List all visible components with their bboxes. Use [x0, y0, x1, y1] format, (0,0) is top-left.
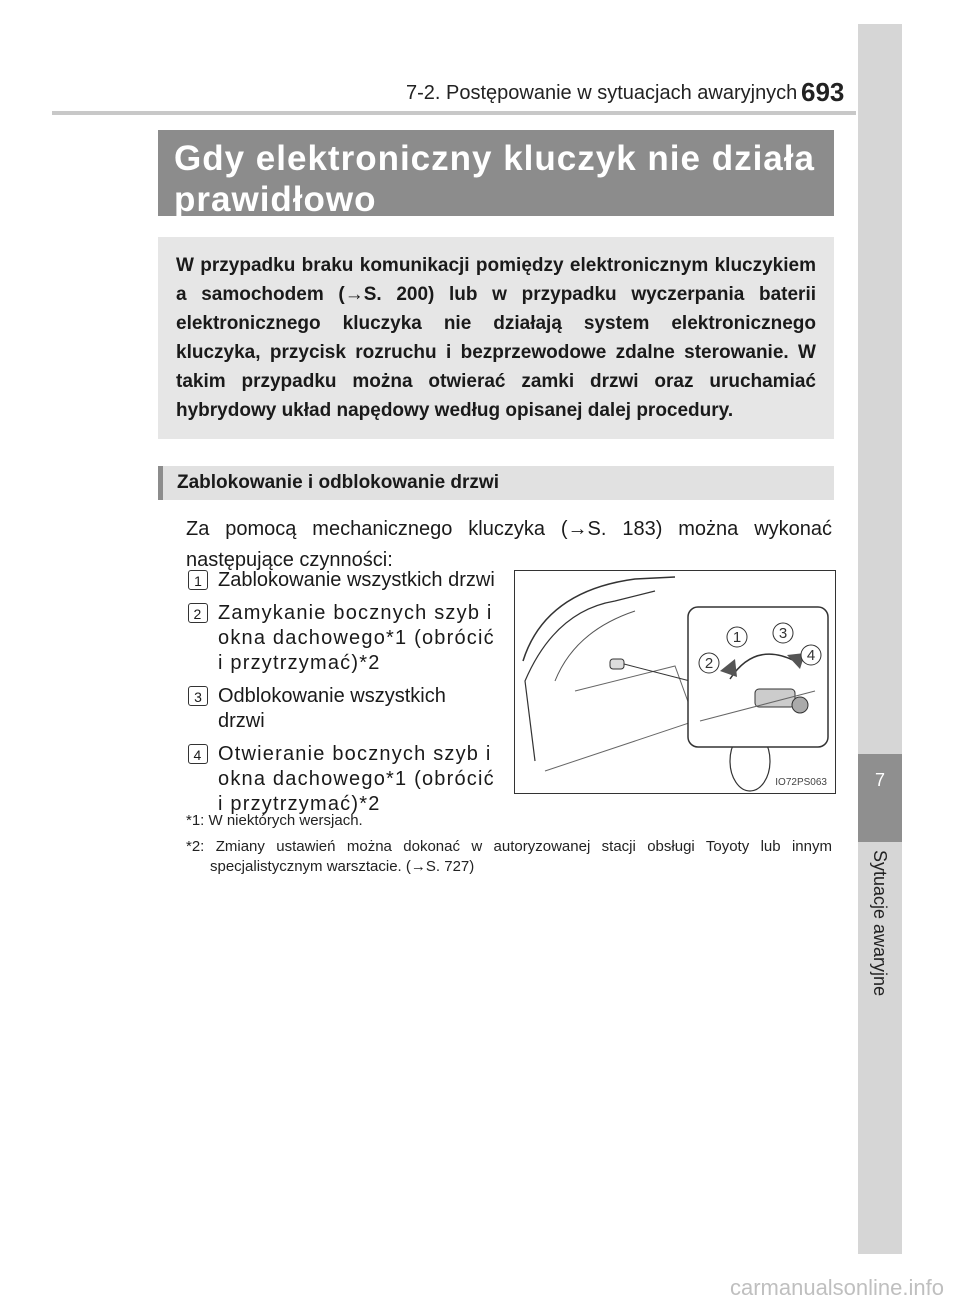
svg-text:3: 3 [778, 625, 788, 642]
item-text: Otwieranie bocznych szyb i okna dachowego*1 (obrócić i przytrzymać)*2 [218, 743, 495, 815]
zoom-inset [688, 607, 828, 747]
list-item [186, 742, 496, 817]
item-number: 2 [188, 603, 208, 623]
page-title: Gdy elektroniczny kluczyk nie działa prawidłowo [158, 130, 834, 216]
watermark: carmanualsonline.info [729, 1275, 944, 1300]
item-text: Odblokowanie wszystkich drzwi [218, 685, 446, 732]
header-divider [52, 111, 856, 115]
section-heading: Zablokowanie i odblokowanie drzwi [158, 466, 834, 500]
footnote: *2: Zmiany ustawień można dokonać w autoryzowanej stacji obsługi Toyoty lub innym specjalistycznym warsztacie. (→S. 727) [186, 838, 832, 875]
footnote: *1: W niektórych wersjach. [186, 812, 363, 829]
figure-code: IO72PS063 [775, 777, 827, 788]
item-text: Zamykanie bocznych szyb i okna dachowego*1 (obrócić i przytrzymać)*2 [218, 602, 495, 674]
item-text: Zablokowanie wszystkich drzwi [218, 569, 495, 591]
item-number: 3 [188, 686, 208, 706]
intro-paragraph: Za pomocą mechanicznego kluczyka (→S. 183) można wykonać następujące czynności: [186, 518, 832, 571]
svg-text:2: 2 [704, 655, 714, 672]
footnotes [186, 811, 832, 883]
side-tab [858, 24, 902, 1254]
list-item [186, 601, 496, 676]
door-key-illustration [514, 570, 836, 794]
chapter-label: Sytuacje awaryjne [870, 850, 890, 997]
list-item [186, 568, 496, 593]
operation-list [186, 568, 496, 825]
list-item [186, 684, 496, 734]
item-number: 1 [188, 570, 208, 590]
svg-text:4: 4 [806, 647, 816, 664]
car-door-illustration [515, 571, 835, 793]
chapter-number-badge: 7 [858, 754, 902, 842]
intro-box: W przypadku braku komunikacji pomiędzy elektronicznym kluczykiem a samochodem (→S. 200) lub w przypadku wyczerpania baterii elektronicznego kluczyka nie działają system elektronicznego kluczyka, przycisk rozruchu i bezprzewodowe zdalne sterowanie. W takim przypadku można otwierać zamki drzwi oraz uruchamiać hybrydowy układ napędowy według opisanej dalej procedury. [158, 237, 834, 439]
svg-text:1: 1 [732, 629, 742, 646]
section-header: 7-2. Postępowanie w sytuacjach awaryjnych [406, 82, 798, 104]
item-number: 4 [188, 744, 208, 764]
page-number: 693 [801, 77, 845, 107]
